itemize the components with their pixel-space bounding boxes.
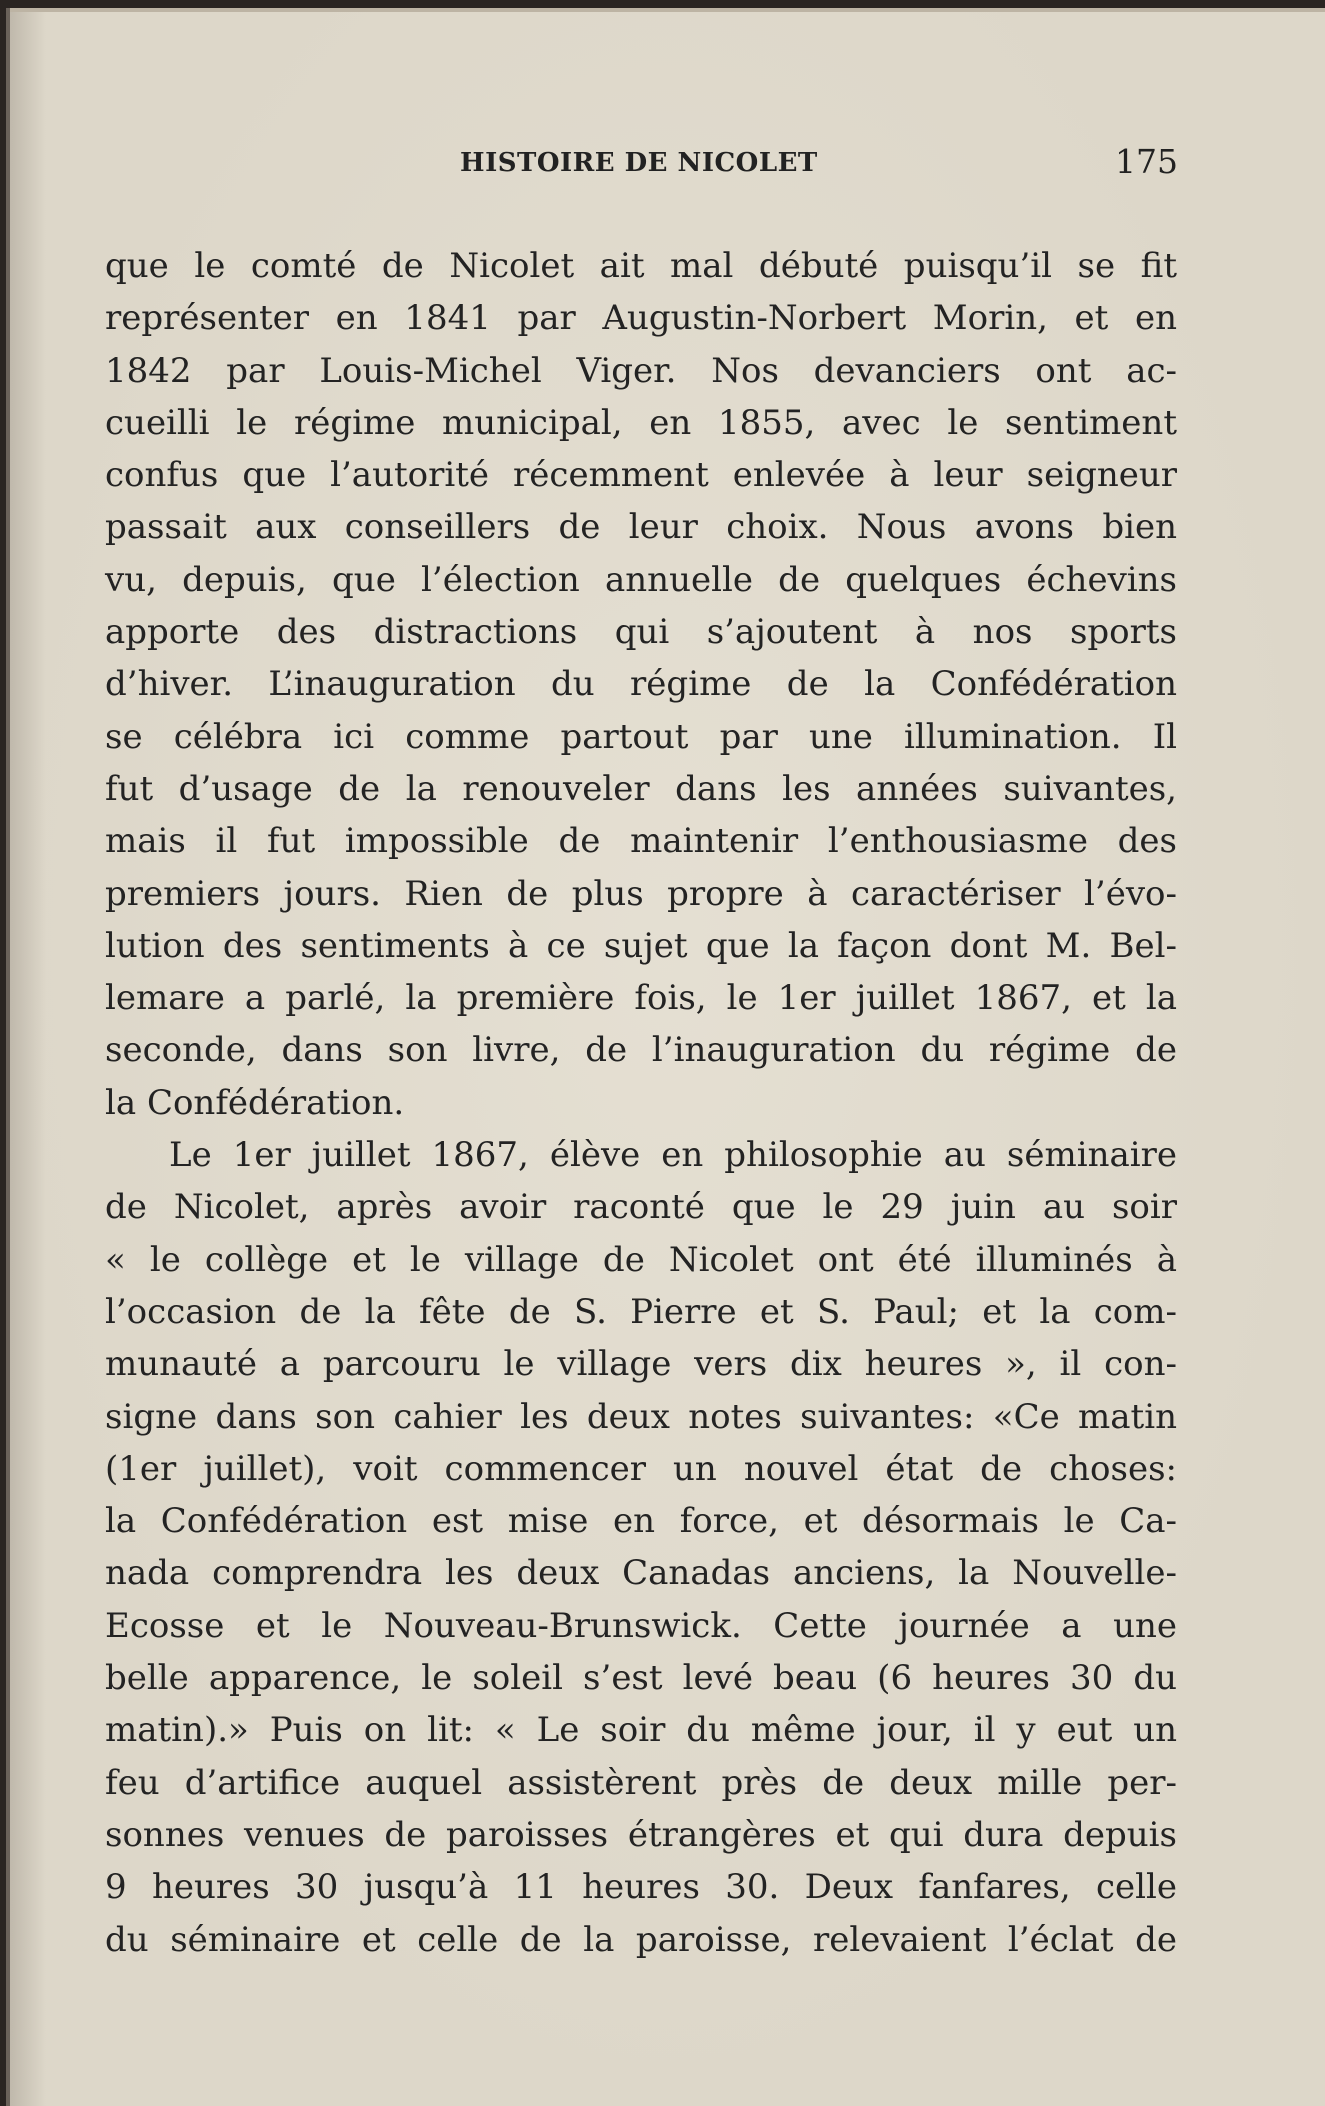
text-line: sonnes venues de paroisses étrangères et qui dura depuis [105, 1814, 1177, 1855]
text-line: 9 heures 30 jusqu’à 11 heures 30. Deux fanfares, celle [105, 1867, 1177, 1908]
text-line: mais il fut impossible de maintenir l’enthousiasme des [105, 821, 1177, 862]
text-line: premiers jours. Rien de plus propre à caractériser l’évo- [105, 873, 1177, 914]
text-line: vu, depuis, que l’élection annuelle de quelques échevins [105, 559, 1177, 600]
text-line: Ecosse et le Nouveau-Brunswick. Cette journée a une [105, 1605, 1177, 1646]
body-text [105, 240, 1177, 1966]
text-line: lemare a parlé, la première fois, le 1er juillet 1867, et la [105, 978, 1177, 1019]
page-top-edge [6, 8, 1325, 12]
text-line: (1er juillet), voit commencer un nouvel état de choses: [105, 1448, 1177, 1489]
text-line: de Nicolet, après avoir raconté que le 29 juin au soir [105, 1187, 1177, 1228]
text-line: munauté a parcouru le village vers dix heures », il con- [105, 1344, 1177, 1385]
text-line: confus que l’autorité récemment enlevée à leur seigneur [105, 455, 1177, 496]
page-binding-edge [6, 8, 10, 2106]
paragraph-start-line: Le 1er juillet 1867, élève en philosophie au séminaire [169, 1135, 1177, 1176]
text-line: seconde, dans son livre, de l’inauguration du régime de [105, 1030, 1177, 1071]
text-line: signe dans son cahier les deux notes suivantes: «Ce matin [105, 1396, 1177, 1437]
text-line: se célébra ici comme partout par une illumination. Il [105, 716, 1177, 757]
text-line: l’occasion de la fête de S. Pierre et S. Paul; et la com- [105, 1291, 1177, 1332]
text-line: matin).» Puis on lit: « Le soir du même jour, il y eut un [105, 1710, 1177, 1751]
text-line: feu d’artifice auquel assistèrent près de deux mille per- [105, 1762, 1177, 1803]
paragraph-end-line: la Confédération. [105, 1082, 405, 1123]
text-line: d’hiver. L’inauguration du régime de la Confédération [105, 664, 1177, 705]
text-line: passait aux conseillers de leur choix. Nous avons bien [105, 507, 1177, 548]
text-line: que le comté de Nicolet ait mal débuté puisqu’il se fit [105, 246, 1177, 286]
text-line: la Confédération est mise en force, et désormais le Ca- [105, 1501, 1177, 1542]
text-line: « le collège et le village de Nicolet ont été illuminés à [105, 1239, 1177, 1280]
text-line: du séminaire et celle de la paroisse, relevaient l’éclat de [105, 1919, 1177, 1960]
text-line: cueilli le régime municipal, en 1855, avec le sentiment [105, 402, 1177, 443]
book-page [6, 8, 1325, 2106]
text-line: fut d’usage de la renouveler dans les années suivantes, [105, 768, 1177, 809]
running-head: HISTOIRE DE NICOLET [460, 148, 818, 178]
text-line: belle apparence, le soleil s’est levé beau (6 heures 30 du [105, 1658, 1177, 1699]
text-line: 1842 par Louis-Michel Viger. Nos devanciers ont ac- [105, 350, 1177, 391]
page-number: 175 [1115, 142, 1178, 181]
text-line: apporte des distractions qui s’ajoutent à nos sports [105, 612, 1177, 653]
text-line: représenter en 1841 par Augustin-Norbert Morin, et en [105, 298, 1177, 339]
text-line: lution des sentiments à ce sujet que la façon dont M. Bel- [105, 925, 1177, 966]
text-line: nada comprendra les deux Canadas anciens, la Nouvelle- [105, 1553, 1177, 1594]
